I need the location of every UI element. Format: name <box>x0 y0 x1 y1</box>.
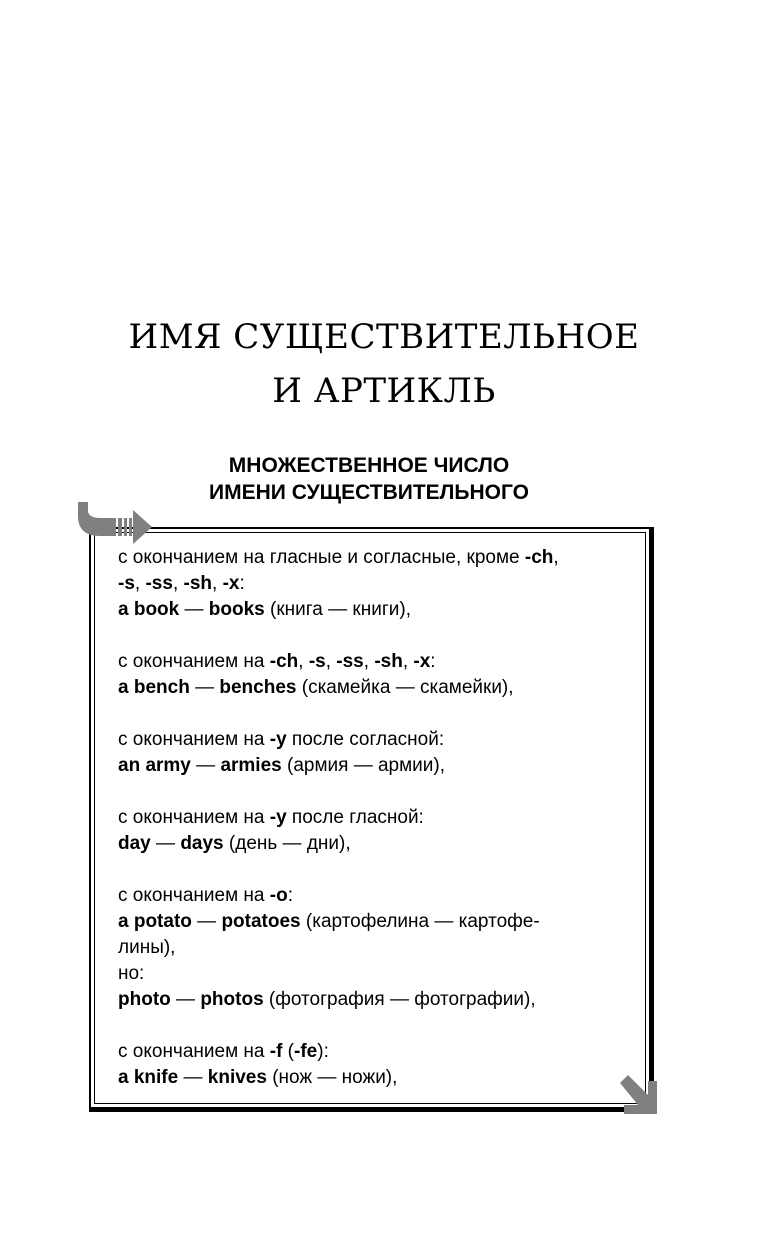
rule-example: a book — books (книга — книги), <box>118 599 411 620</box>
rule-y-consonant <box>118 727 629 779</box>
rule-condition: с окончанием на -f (-fe): <box>118 1041 329 1062</box>
rules-box <box>89 527 654 1112</box>
chapter-title <box>0 310 768 418</box>
rule-example-cont: лины), <box>118 937 176 958</box>
rule-condition: с окончанием на -y после гласной: <box>118 807 424 828</box>
rule-default <box>118 545 629 623</box>
rules-content <box>118 545 629 1117</box>
rule-o <box>118 883 629 1013</box>
rule-condition-cont: -s, -ss, -sh, -x: <box>118 573 245 594</box>
rule-example: a bench — benches (скамейка — скамейки), <box>118 677 514 698</box>
rule-condition: с окончанием на -ch, -s, -ss, -sh, -x: <box>118 651 436 672</box>
rule-f-fe <box>118 1039 629 1091</box>
rule-sibilant <box>118 649 629 701</box>
rule-condition: с окончанием на гласные и согласные, кроме -ch, <box>118 547 559 568</box>
rule-y-vowel <box>118 805 629 857</box>
arrow-down-right-icon <box>616 1073 660 1115</box>
hand-arrow-right-icon <box>76 498 156 548</box>
rule-example: day — days (день — дни), <box>118 833 351 854</box>
rule-condition: с окончанием на -y после согласной: <box>118 729 445 750</box>
rule-condition: с окончанием на -o: <box>118 885 293 906</box>
rule-example: a knife — knives (нож — ножи), <box>118 1067 398 1088</box>
section-title-line-2: ИМЕНИ СУЩЕСТВИТЕЛЬНОГО <box>209 481 529 504</box>
chapter-title-line-1: ИМЯ СУЩЕСТВИТЕЛЬНОЕ <box>128 317 640 357</box>
chapter-title-line-2: И АРТИКЛЬ <box>272 371 496 411</box>
rule-example: a potato — potatoes (картофелина — картофе- <box>118 911 540 932</box>
rule-exception-example: photo — photos (фотография — фотографии), <box>118 989 536 1010</box>
rule-example: an army — armies (армия — армии), <box>118 755 446 776</box>
section-title-line-1: МНОЖЕСТВЕННОЕ ЧИСЛО <box>228 454 510 477</box>
rule-exception-label: но: <box>118 963 145 984</box>
